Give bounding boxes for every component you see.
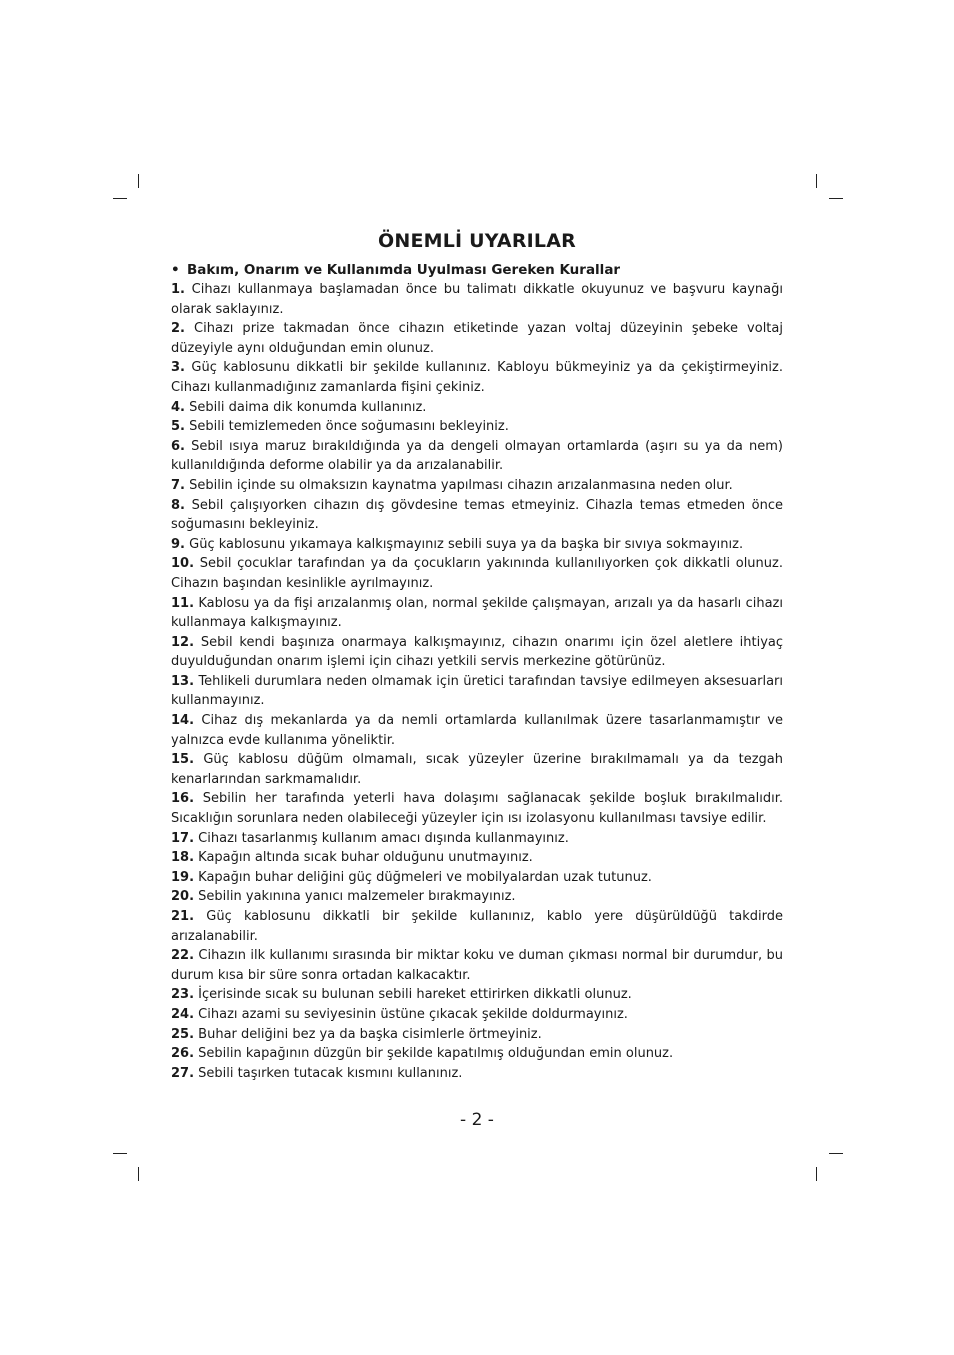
crop-mark-top-left-horizontal <box>113 198 127 199</box>
item-number: 2. <box>171 321 185 337</box>
item-number: 12. <box>171 634 195 650</box>
crop-mark-top-right-vertical <box>816 174 817 188</box>
item-number: 24. <box>171 1006 195 1022</box>
warning-list <box>171 280 783 1083</box>
item-number: 15. <box>171 752 195 768</box>
item-text: Sebil çocuklar tarafından ya da çocukların yakınında kullanılıyorken çok dikkatli olunuz. Cihazın başından kesinlikle ayrılmayınız. <box>171 556 783 591</box>
list-item <box>171 554 783 593</box>
item-number: 17. <box>171 830 195 846</box>
item-number: 23. <box>171 987 195 1003</box>
item-text: Güç kablosunu dikkatli bir şekilde kullanınız. Kabloyu bükmeyiniz ya da çekiştirmeyiniz. Cihazı kullanmadığınız zamanlarda fişini çekiniz. <box>171 360 783 395</box>
list-item <box>171 946 783 985</box>
list-item <box>171 672 783 711</box>
list-item <box>171 887 783 907</box>
item-text: Sebilin her tarafında yeterli hava dolaşımı sağlanacak şekilde boşluk bırakılmalıdır. Sıcaklığın sorunlara neden olabileceği yüzeyler için ısı izolasyonu kullanılması tavsiye edilir. <box>171 791 783 827</box>
item-number: 16. <box>171 791 195 807</box>
crop-mark-bottom-right-vertical <box>816 1167 817 1181</box>
list-item <box>171 633 783 672</box>
item-number: 1. <box>171 282 185 297</box>
item-text: Sebil çalışıyorken cihazın dış gövdesine temas etmeyiniz. Cihazla temas etmeden önce soğumasını bekleyiniz. <box>171 497 783 533</box>
crop-mark-top-left-vertical <box>138 174 139 188</box>
item-number: 20. <box>171 889 195 905</box>
item-text: Sebilin kapağının düzgün bir şekilde kapatılmış olduğundan emin olunuz. <box>198 1046 674 1062</box>
list-item <box>171 868 783 888</box>
item-number: 8. <box>171 497 185 513</box>
list-item <box>171 535 783 555</box>
item-number: 26. <box>171 1046 195 1062</box>
item-number: 9. <box>171 536 185 552</box>
section-heading-text: Bakım, Onarım ve Kullanımda Uyulması Gereken Kurallar <box>187 262 621 278</box>
page-title: ÖNEMLİ UYARILAR <box>378 230 576 252</box>
item-text: Cihaz dış mekanlarda ya da nemli ortamlarda kullanılmak üzere tasarlanmamıştır ve yalnızca evde kullanıma yöneliktir. <box>171 713 783 748</box>
item-number: 10. <box>171 556 195 572</box>
item-text: Cihazın ilk kullanımı sırasında bir miktar koku ve duman çıkması normal bir durumdur, bu durum kısa bir süre sonra ortadan kalkacaktır. <box>171 948 783 983</box>
list-item <box>171 750 783 789</box>
item-text: Güç kablosunu dikkatli bir şekilde kullanınız, kablo yere düşürüldüğü takdirde arızalanabilir. <box>171 909 783 944</box>
list-item <box>171 358 783 397</box>
crop-mark-bottom-left-horizontal <box>113 1153 127 1154</box>
item-number: 5. <box>171 419 185 435</box>
item-text: Sebil ısıya maruz bırakıldığında ya da dengeli olmayan ortamlarda (aşırı su ya da nem) kullanıldığında deforme olabilir ya da arızalanabilir. <box>171 438 783 474</box>
list-item <box>171 280 783 319</box>
item-text: Sebili daima dik konumda kullanınız. <box>189 399 427 415</box>
item-number: 11. <box>171 595 195 611</box>
list-item <box>171 848 783 868</box>
crop-mark-bottom-left-vertical <box>138 1167 139 1181</box>
list-item <box>171 985 783 1005</box>
item-text: İçerisinde sıcak su bulunan sebili hareket ettirirken dikkatli olunuz. <box>198 987 632 1003</box>
item-text: Kapağın buhar deliğini güç düğmeleri ve mobilyalardan uzak tutunuz. <box>198 869 652 885</box>
list-item <box>171 1005 783 1025</box>
item-text: Güç kablosu düğüm olmamalı, sıcak yüzeyler üzerine bırakılmamalı ya da tezgah kenarlarından sarkmamalıdır. <box>171 752 783 787</box>
item-number: 13. <box>171 673 195 689</box>
list-item <box>171 437 783 476</box>
item-number: 22. <box>171 948 195 964</box>
list-item <box>171 417 783 437</box>
page-number: - 2 - <box>460 1110 494 1130</box>
item-text: Cihazı prize takmadan önce cihazın etiketinde yazan voltaj düzeyinin şebeke voltaj düzeyiyle aynı olduğundan emin olunuz. <box>171 321 783 356</box>
item-number: 25. <box>171 1026 195 1042</box>
item-number: 27. <box>171 1065 195 1081</box>
crop-mark-bottom-right-horizontal <box>829 1153 843 1154</box>
item-text: Kapağın altında sıcak buhar olduğunu unutmayınız. <box>198 850 533 866</box>
list-item <box>171 829 783 849</box>
list-item <box>171 1064 783 1084</box>
list-item <box>171 907 783 946</box>
item-text: Kablosu ya da fişi arızalanmış olan, normal şekilde çalışmayan, arızalı ya da hasarlı cihazı kullanmaya kalkışmayınız. <box>171 595 783 631</box>
item-number: 7. <box>171 477 185 493</box>
item-text: Sebilin yakınına yanıcı malzemeler bırakmayınız. <box>198 889 516 905</box>
item-number: 21. <box>171 909 195 924</box>
item-text: Cihazı tasarlanmış kullanım amacı dışında kullanmayınız. <box>198 830 569 846</box>
item-text: Sebili taşırken tutacak kısmını kullanınız. <box>198 1065 463 1081</box>
warnings-content <box>171 260 783 1083</box>
list-item <box>171 398 783 418</box>
item-text: Cihazı kullanmaya başlamadan önce bu talimatı dikkatle okuyunuz ve başvuru kaynağı olarak saklayınız. <box>171 282 783 317</box>
item-number: 6. <box>171 438 185 454</box>
section-heading <box>171 260 783 280</box>
item-text: Tehlikeli durumlara neden olmamak için üretici tarafından tavsiye edilmeyen aksesuarları kullanmayınız. <box>171 673 783 709</box>
item-text: Buhar deliğini bez ya da başka cisimlerle örtmeyiniz. <box>198 1026 542 1042</box>
item-number: 14. <box>171 713 195 729</box>
item-number: 3. <box>171 360 185 376</box>
item-text: Sebilin içinde su olmaksızın kaynatma yapılması cihazın arızalanmasına neden olur. <box>189 477 733 493</box>
item-text: Cihazı azami su seviyesinin üstüne çıkacak şekilde doldurmayınız. <box>198 1006 628 1022</box>
item-number: 4. <box>171 399 185 415</box>
item-text: Sebil kendi başınıza onarmaya kalkışmayınız, cihazın onarımı için özel aletlere ihtiyaç duyulduğundan onarım işlemi için cihazı yetkili servis merkezine götürünüz. <box>171 634 783 670</box>
crop-mark-top-right-horizontal <box>829 198 843 199</box>
list-item <box>171 1044 783 1064</box>
list-item <box>171 789 783 828</box>
list-item <box>171 496 783 535</box>
item-number: 18. <box>171 850 195 866</box>
list-item <box>171 319 783 358</box>
list-item <box>171 594 783 633</box>
item-text: Sebili temizlemeden önce soğumasını bekleyiniz. <box>189 419 509 435</box>
item-text: Güç kablosunu yıkamaya kalkışmayınız sebili suya ya da başka bir sıvıya sokmayınız. <box>189 536 744 552</box>
list-item <box>171 1025 783 1045</box>
list-item <box>171 476 783 496</box>
list-item <box>171 711 783 750</box>
bullet-icon: • <box>171 262 180 278</box>
item-number: 19. <box>171 869 195 885</box>
